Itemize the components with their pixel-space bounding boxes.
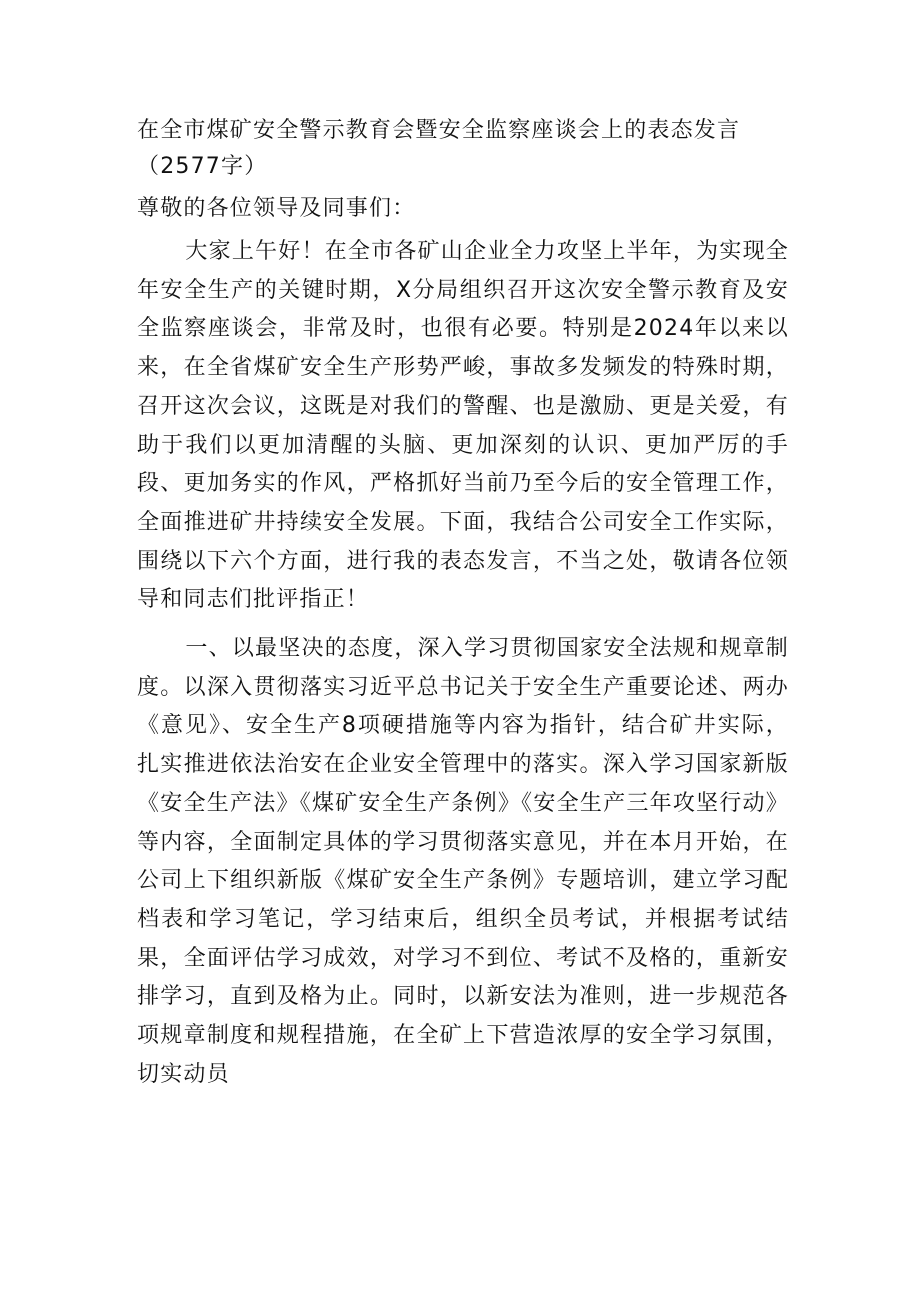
paragraph-opening: 大家上午好！在全市各矿山企业全力攻坚上半年，为实现全年安全生产的关键时期，X分局组织召开这次安全警示教育及安全监察座谈会，非常及时，也很有必要。特别是2024年以来以来，在全省煤矿安全生产形势严峻，事故多发频发的特殊时期，召开这次会议，这既是对我们的警醒、也是激励、更是关爱，有助于我们以更加清醒的头脑、更加深刻的认识、更加严厉的手段、更加务实的作风，严格抓好当前乃至今后的安全管理工作，全面推进矿井持续安全发展。下面，我结合公司安全工作实际，围绕以下六个方面，进行我的表态发言，不当之处，敬请各位领导和同志们批评指正！ [137, 239, 789, 613]
paragraph-section-one: 一、以最坚决的态度，深入学习贯彻国家安全法规和规章制度。以深入贯彻落实习近平总书记关于安全生产重要论述、两办《意见》、安全生产8项硬措施等内容为指针，结合矿井实际，扎实推进依法治安在企业安全管理中的落实。深入学习国家新版《安全生产法》《煤矿安全生产条例》《安全生产三年攻坚行动》等内容，全面制定具体的学习贯彻落实意见，并在本月开始，在公司上下组织新版《煤矿安全生产条例》专题培训，建立学习配档表和学习笔记，学习结束后，组织全员考试，并根据考试结果，全面评估学习成效，对学习不到位、考试不及格的，重新安排学习，直到及格为止。同时，以新安法为准则，进一步规范各项规章制度和规程措施，在全矿上下营造浓厚的安全学习氛围，切实动员 [137, 636, 789, 1087]
document-body [137, 113, 789, 1094]
document-title: 在全市煤矿安全警示教育会暨安全监察座谈会上的表态发言（2577字） [137, 118, 741, 179]
salutation: 尊敬的各位领导及同事们： [137, 196, 416, 221]
